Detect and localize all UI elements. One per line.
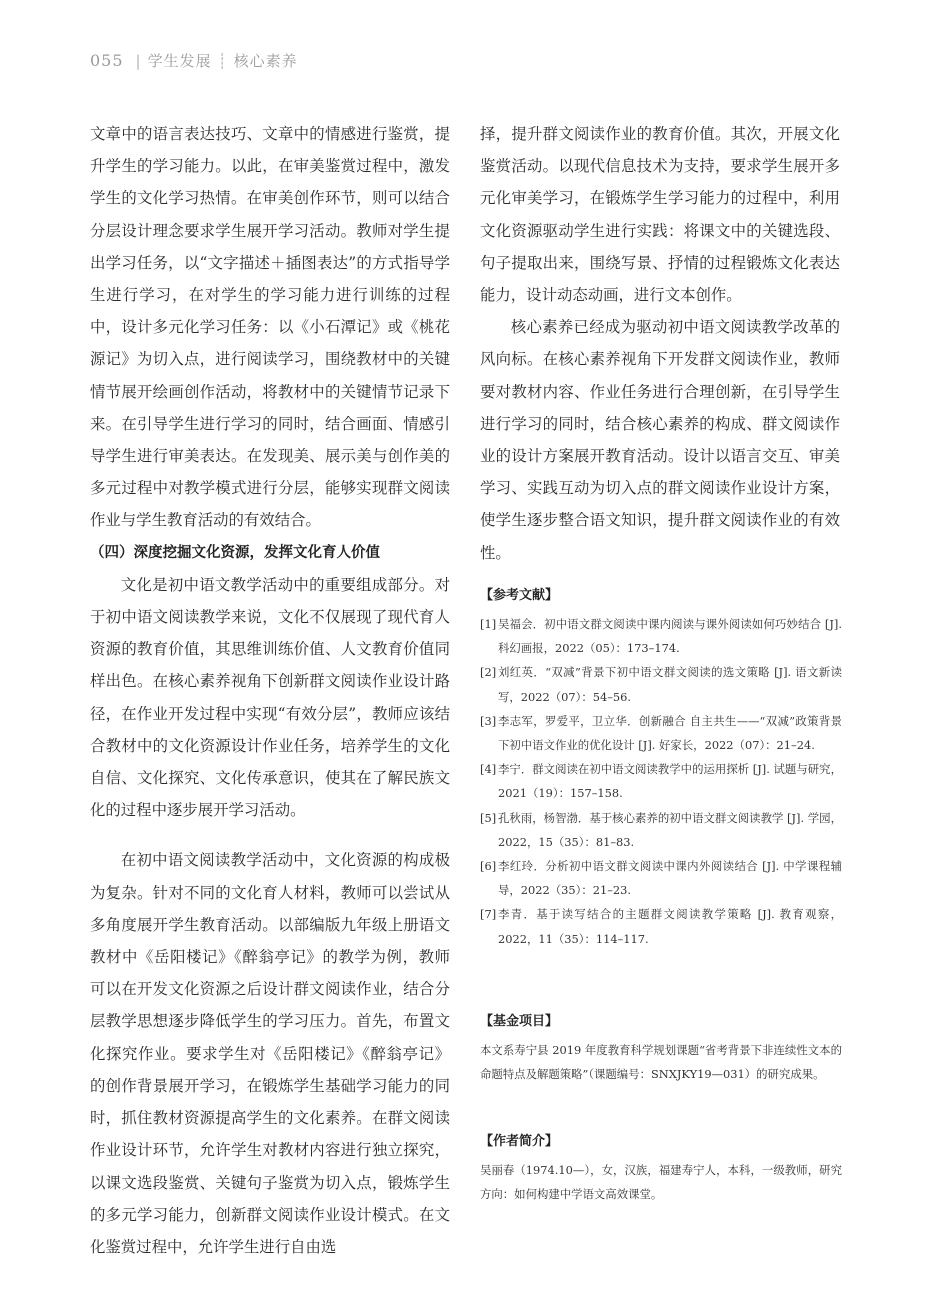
column-name: 核心素养 [233,52,298,70]
body-paragraph: 择，提升群文阅读作业的教育价值。其次，开展文化鉴赏活动。以现代信息技术为支持，要求学生展开多元化审美学习，在锻炼学生学习能力的过程中，利用文化资源驱动学生进行实践：将课文中的关键选段、句子提取出来，围绕写景、抒情的过程锻炼文化表达能力，设计动态动画，进行文本创作。 [480,125,840,305]
reference-number: [3] [480,713,497,728]
body-paragraph: 文章中的语言表达技巧、文章中的情感进行鉴赏，提升学生的学习能力。以此，在审美鉴赏过程中，激发学生的文化学习热情。在审美创作环节，则可以结合分层设计理念要求学生展开学习活动。教师对学生提出学习任务，以“文字描述＋插图表达”的方式指导学生进行学习，在对学生的学习能力进行训练的过程中，设计多元化学习任务：以《小石潭记》或《桃花源记》为切入点，进行阅读学习，围绕教材中的关键情节展开绘画创作活动，将教材中的关键情节记录下来。在引导学生进行学习的同时，结合画面、情感引导学生进行审美表达。在发现美、展示美与创作美的多元过程中对教学模式进行分层，能够实现群文阅读作业与学生教育活动的有效结合。 [90,125,450,530]
author-section [480,1132,842,1206]
reference-item [480,902,842,950]
reference-text: 李红玲．分析初中语文群文阅读中课内外阅读结合 [J]. 中学课程辅导，2022（35）：21–23. [498,859,842,898]
header-divider: | [135,51,142,70]
reference-text: 孔秋雨，杨智渤．基于核心素养的初中语文群文阅读教学 [J]. 学园，2022，15（35）：81–83. [498,810,842,849]
fund-section [480,1012,842,1086]
references-heading: 【参考文献】 [480,588,559,603]
journal-section: 学生发展 [147,52,212,70]
paragraph-gap [90,826,450,844]
body-paragraph: 核心素养已经成为驱动初中语文阅读教学改革的风向标。在核心素养视角下开发群文阅读作业，教师要对教材内容、作业任务进行合理创新，在引导学生进行学习的同时，结合核心素养的构成、群文阅读作业的设计方案展开教育活动。设计以语言交互、审美学习、实践互动为切入点的群文阅读作业设计方案，使学生逐步整合语文知识，提升群文阅读作业的有效性。 [480,318,840,562]
reference-item [480,612,842,660]
reference-number: [5] [480,810,497,825]
reference-item [480,806,842,854]
reference-item [480,757,842,805]
author-heading: 【作者简介】 [480,1134,559,1149]
reference-text: 吴福会．初中语文群文阅读中课内阅读与课外阅读如何巧妙结合 [J]. 科幻画报，2022（05）：173–174. [498,617,842,656]
left-column [90,118,450,1263]
fund-text: 本文系寿宁县 2019 年度教育科学规划课题“省考背景下非连续性文本的命题特点及解题策略”（课题编号：SNXJKY19—031）的研究成果。 [480,1043,842,1082]
reference-text: 刘红英．“双减”背景下初中语文群文阅读的选文策略 [J]. 语文新读写，2022（07）：54–56. [498,665,842,704]
right-column [480,118,840,569]
section-heading: （四）深度挖掘文化资源，发挥文化育人价值 [90,544,380,561]
fund-heading: 【基金项目】 [480,1014,559,1029]
reference-number: [6] [480,859,497,874]
reference-item [480,854,842,902]
header-divider-dotted: ┊ [217,51,228,70]
body-paragraph: 文化是初中语文教学活动中的重要组成部分。对于初中语文阅读教学来说，文化不仅展现了现代育人资源的教育价值，其思维训练价值、人文教育价值同样出色。在核心素养视角下创新群文阅读作业设计路径，在作业开发过程中实现“有效分层”，教师应该结合教材中的文化资源设计作业任务，培养学生的文化自信、文化探究、文化传承意识，使其在了解民族文化的过程中逐步展开学习活动。 [90,575,450,820]
reference-number: [4] [480,762,497,777]
reference-number: [2] [480,665,497,680]
reference-number: [7] [480,907,497,922]
running-header [90,50,298,71]
body-paragraph: 在初中语文阅读教学活动中，文化资源的构成极为复杂。针对不同的文化育人材料，教师可以尝试从多角度展开学生教育活动。以部编版九年级上册语文教材中《岳阳楼记》《醉翁亭记》的教学为例，教师可以在开发文化资源之后设计群文阅读作业，结合分层教学思想逐步降低学生的学习压力。首先，布置文化探究作业。要求学生对《岳阳楼记》《醉翁亭记》的创作背景展开学习，在锻炼学生基础学习能力的同时，抓住教材资源提高学生的文化素养。在群文阅读作业设计环节，允许学生对教材内容进行独立探究，以课文选段鉴赏、关键句子鉴赏为切入点，锻炼学生的多元学习能力，创新群文阅读作业设计模式。在文化鉴赏过程中，允许学生进行自由选 [90,851,450,1256]
reference-item [480,709,842,757]
reference-text: 李宁．群文阅读在初中语文阅读教学中的运用探析 [J]. 试题与研究，2021（19）：157–158. [498,762,842,801]
reference-text: 李志军，罗爱平，卫立华．创新融合 自主共生——“双减”政策背景下初中语文作业的优化设计 [J]. 好家长，2022（07）：21–24. [498,713,842,753]
reference-text: 李青．基于读写结合的主题群文阅读教学策略 [J]. 教育观察，2022，11（35）：114–117. [498,907,842,946]
reference-number: [1] [480,617,497,631]
page-number: 055 [90,51,124,70]
reference-item [480,660,842,708]
author-text: 吴丽春（1974.10—），女，汉族，福建寿宁人，本科，一级教师，研究方向：如何构建中学语文高效课堂。 [480,1163,842,1202]
references-section [480,586,842,951]
